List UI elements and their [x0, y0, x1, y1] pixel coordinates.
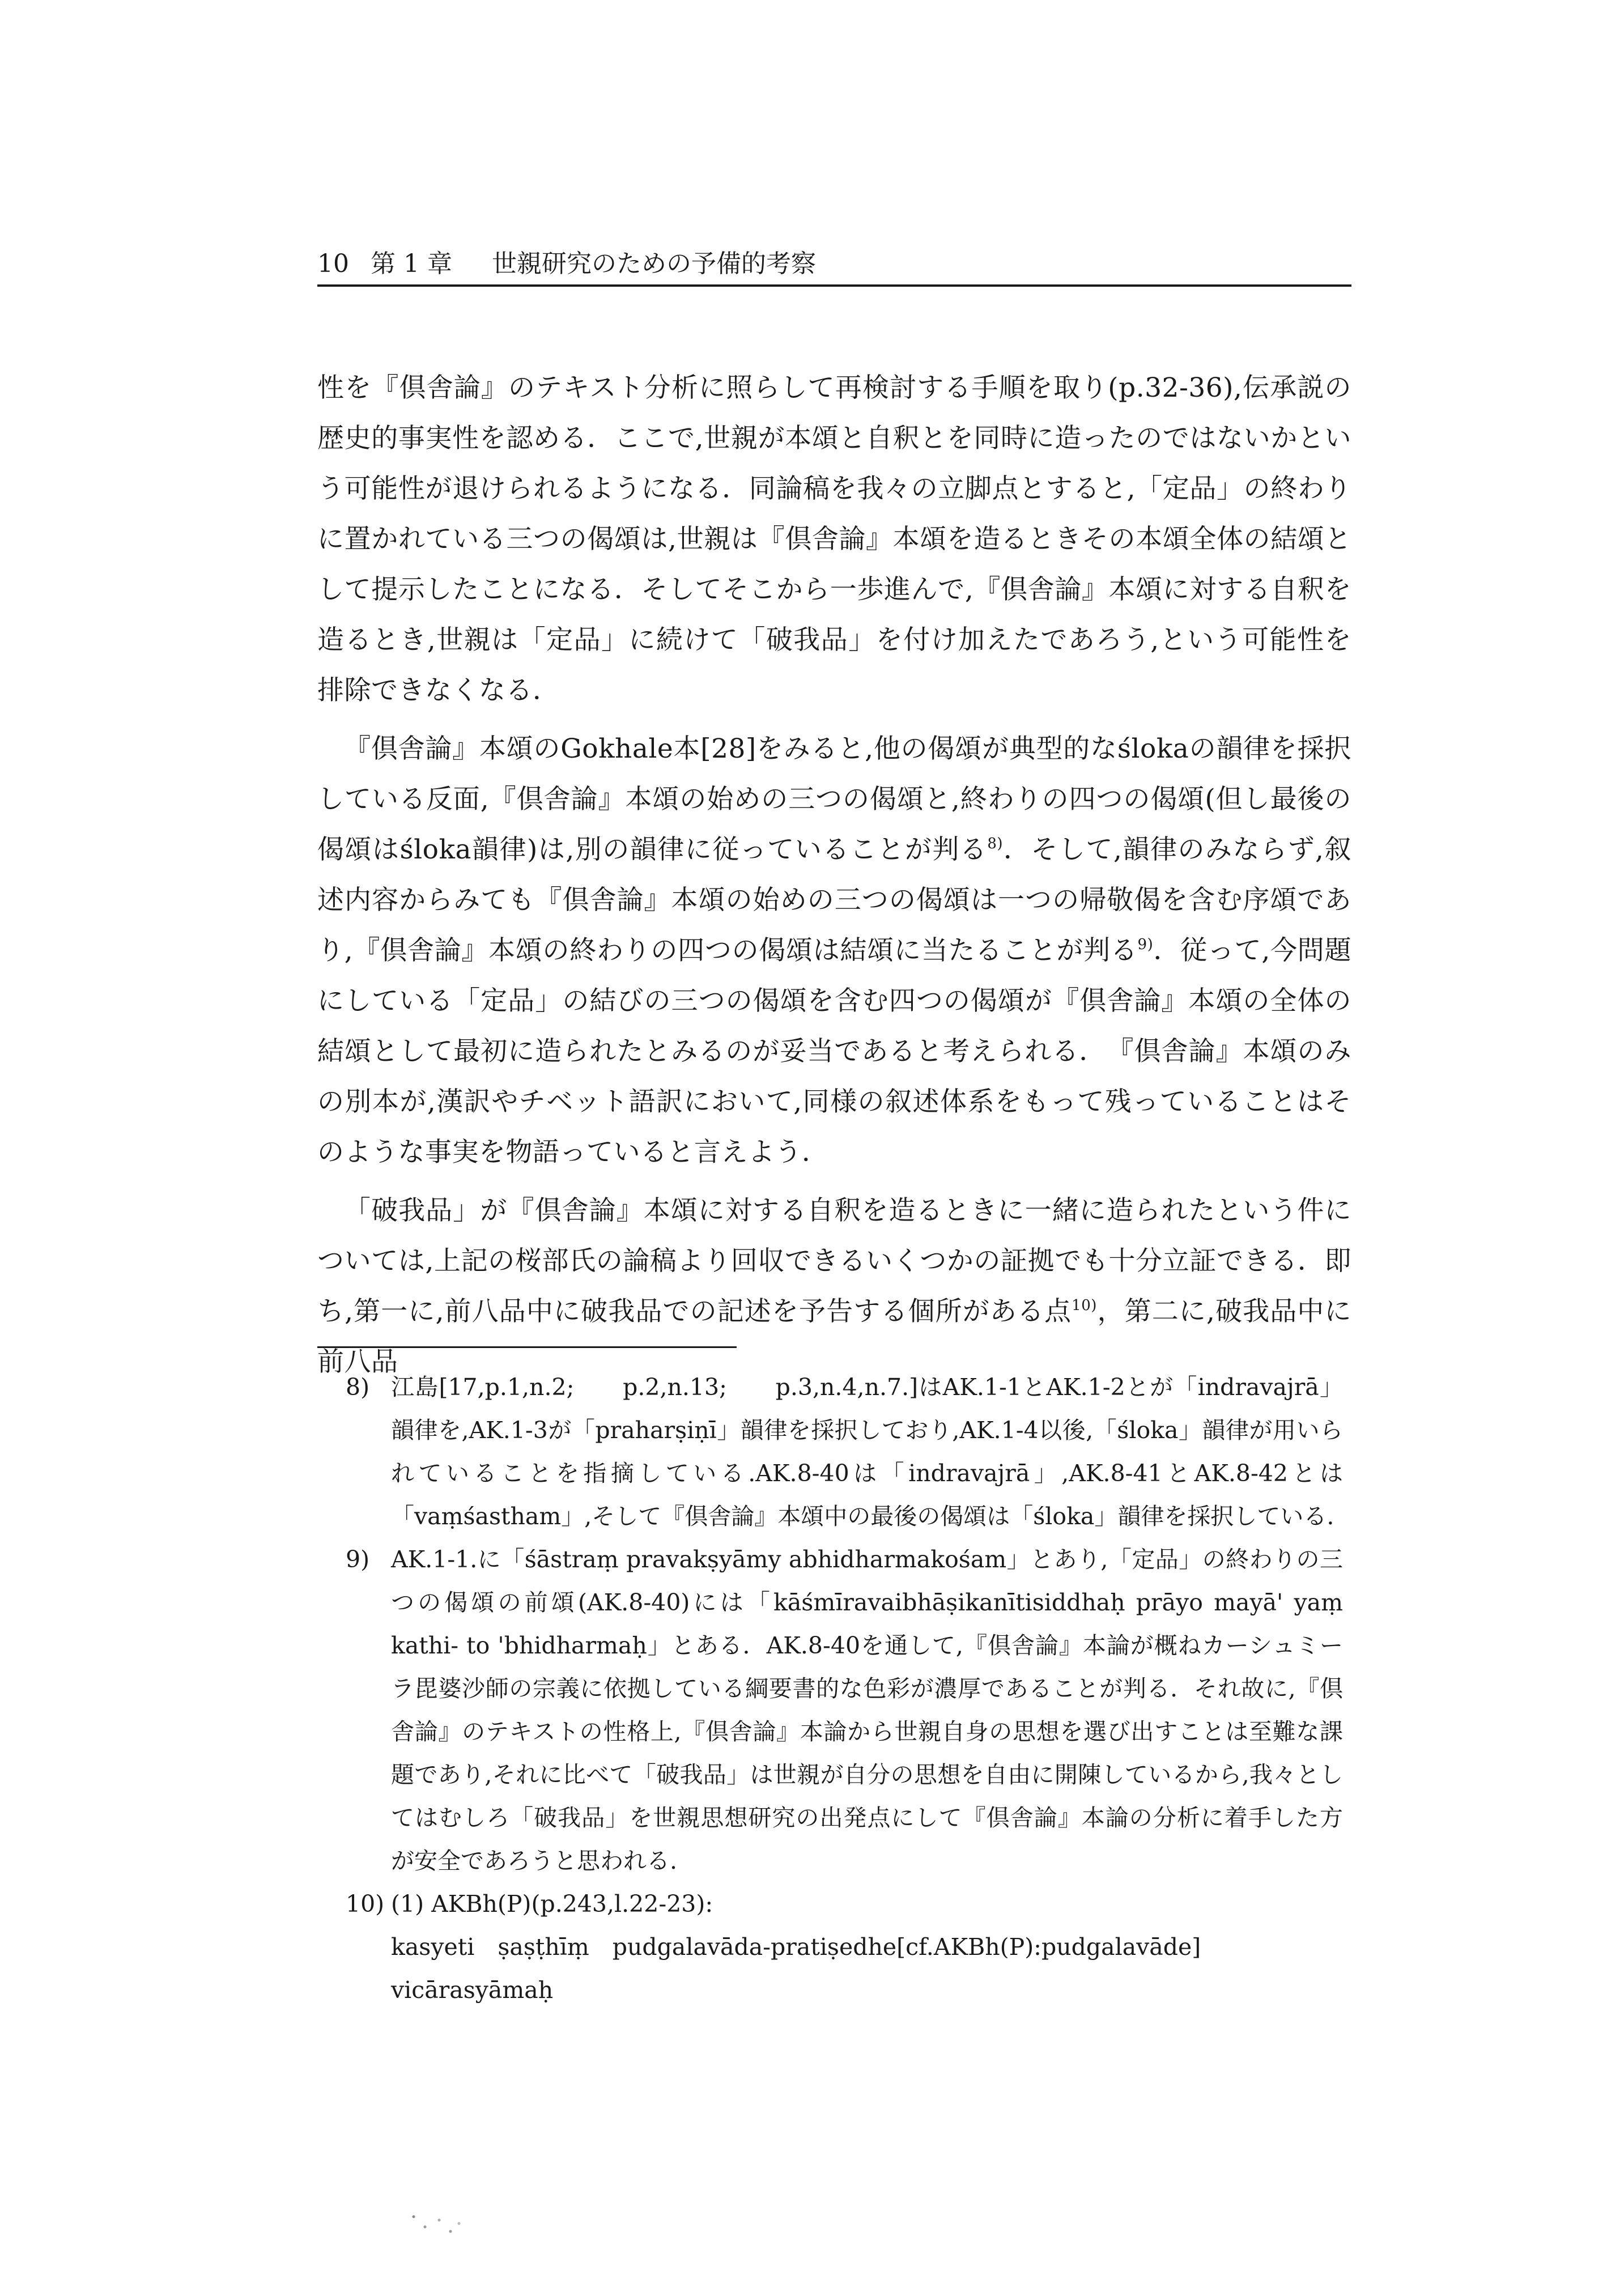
paragraph-1: 性を『倶舎論』のテキスト分析に照らして再検討する手順を取り(p.32-36),伝承説の歴史的事実性を認める．ここで,世親が本頌と自釈とを同時に造ったのではないかという可能性が退けられるようになる．同論稿を我々の立脚点とすると,「定品」の終わりに置かれている三つの偈頌は,世親は『倶舎論』本頌を造るときその本頌全体の結頌として提示したことになる．そしてそこから一歩進んで,『倶舎論』本頌に対する自釈を造るとき,世親は「定品」に続けて「破我品」を付け加えたであろう,という可能性を排除できなくなる． — [317, 372, 1351, 706]
paragraph-2 — [317, 724, 1351, 1177]
footnote-number: 9) — [346, 1546, 370, 1573]
scan-noise — [408, 2210, 465, 2238]
footnote-number: 10) — [346, 1890, 385, 1917]
note-ref-8[interactable]: 8) — [987, 835, 1004, 852]
footnote-number: 8) — [346, 1374, 370, 1401]
main-text — [317, 363, 1351, 1387]
paragraph-2-part-3: ．従って,今問題にしている「定品」の結びの三つの偈頌を含む四つの偈頌が『倶舎論』本頌の全体の結頌として最初に造られたとみるのが妥当であると考えられる． 『倶舎論』本頌のみの別本が,漢訳やチベット語訳において,同様の叙述体系をもって残っていることはそのような事実を物語っていると言えよう． — [317, 935, 1351, 1168]
paragraph-2-part-1: 『倶舎論』本頌のGokhale本[28]をみると,他の偈頌が典型的なślokaの韻律を採択している反面,『倶舎論』本頌の始めの三つの偈頌と,終わりの四つの偈頌(但し最後の偈頌はśloka韻律)は,別の韻律に従っていることが判る — [317, 733, 1351, 865]
note-ref-9[interactable]: 9) — [1137, 936, 1154, 953]
footnote-text: 江島[17,p.1,n.2; p.2,n.13; p.3,n.4,n.7.]はAK.1-1とAK.1-2とが「indravajrā」韻律を,AK.1-3が「praharṣiṇī」韻律を採択しており,AK.1-4以後,「śloka」韻律が用いられていることを指摘している.AK.8-40は「indravajrā」,AK.8-41とAK.8-42とは「vaṃśastham」,そして『倶舎論』本頌中の最後の偈頌は「śloka」韻律を採択している. — [391, 1374, 1343, 1530]
note-ref-10[interactable]: 10) — [1072, 1297, 1097, 1314]
footnote-8 — [346, 1366, 1343, 1538]
running-header — [317, 244, 1351, 287]
footnotes — [346, 1366, 1343, 2012]
footnote-10-continuation: kasyeti ṣaṣṭhīṃ pudgalavāda-pratiṣedhe[cf.AKBh(P):pudgalavāde] vicārasyāmaḥ — [391, 1933, 1225, 2004]
footnote-divider — [317, 1346, 737, 1348]
chapter-label: 第 1 章 — [371, 249, 452, 278]
footnote-9 — [346, 1538, 1343, 1882]
chapter-title: 世親研究のための予備的考察 — [491, 249, 816, 278]
paragraph-2-part-2: ．そして,韻律のみならず,叙述内容からみても『倶舎論』本頌の始めの三つの偈頌は一つの帰敬偈を含む序頌であり,『倶舎論』本頌の終わりの四つの偈頌は結頌に当たることが判る — [317, 834, 1351, 966]
paragraph-3-part-2: ，第二に,破我品中に前八品 — [317, 1296, 1351, 1377]
footnote-text: (1) AKBh(P)(p.243,l.22-23): — [391, 1890, 713, 1917]
footnote-10 — [346, 1882, 1343, 1925]
footnote-text: AK.1-1.に「śāstraṃ pravakṣyāmy abhidharmakośam」とあり,「定品」の終わりの三つの偈頌の前頌(AK.8-40)には「kāśmīravaibhāṣikanītisiddhaḥ prāyo mayā' yaṃ kathi- to 'bhidharmaḥ」とある．AK.8-40を通して,『倶舎論』本論が概ねカーシュミーラ毘婆沙師の宗義に依拠している綱要書的な色彩が濃厚であることが判る．それ故に,『倶舎論』のテキストの性格上,『倶舎論』本論から世親自身の思想を選び出すことは至難な課題であり,それに比べて「破我品」は世親が自分の思想を自由に開陳しているから,我々としてはむしろ「破我品」を世親思想研究の出発点にして『倶舎論』本論の分析に着手した方が安全であろうと思われる. — [391, 1546, 1343, 1874]
paragraph-3-part-1: 「破我品」が『倶舎論』本頌に対する自釈を造るときに一緒に造られたという件については,上記の桜部氏の論稿より回収できるいくつかの証拠でも十分立証できる．即ち,第一に,前八品中に破我品での記述を予告する個所がある点 — [317, 1195, 1351, 1327]
paragraph-3 — [317, 1185, 1351, 1387]
page-number: 10 — [317, 249, 349, 278]
